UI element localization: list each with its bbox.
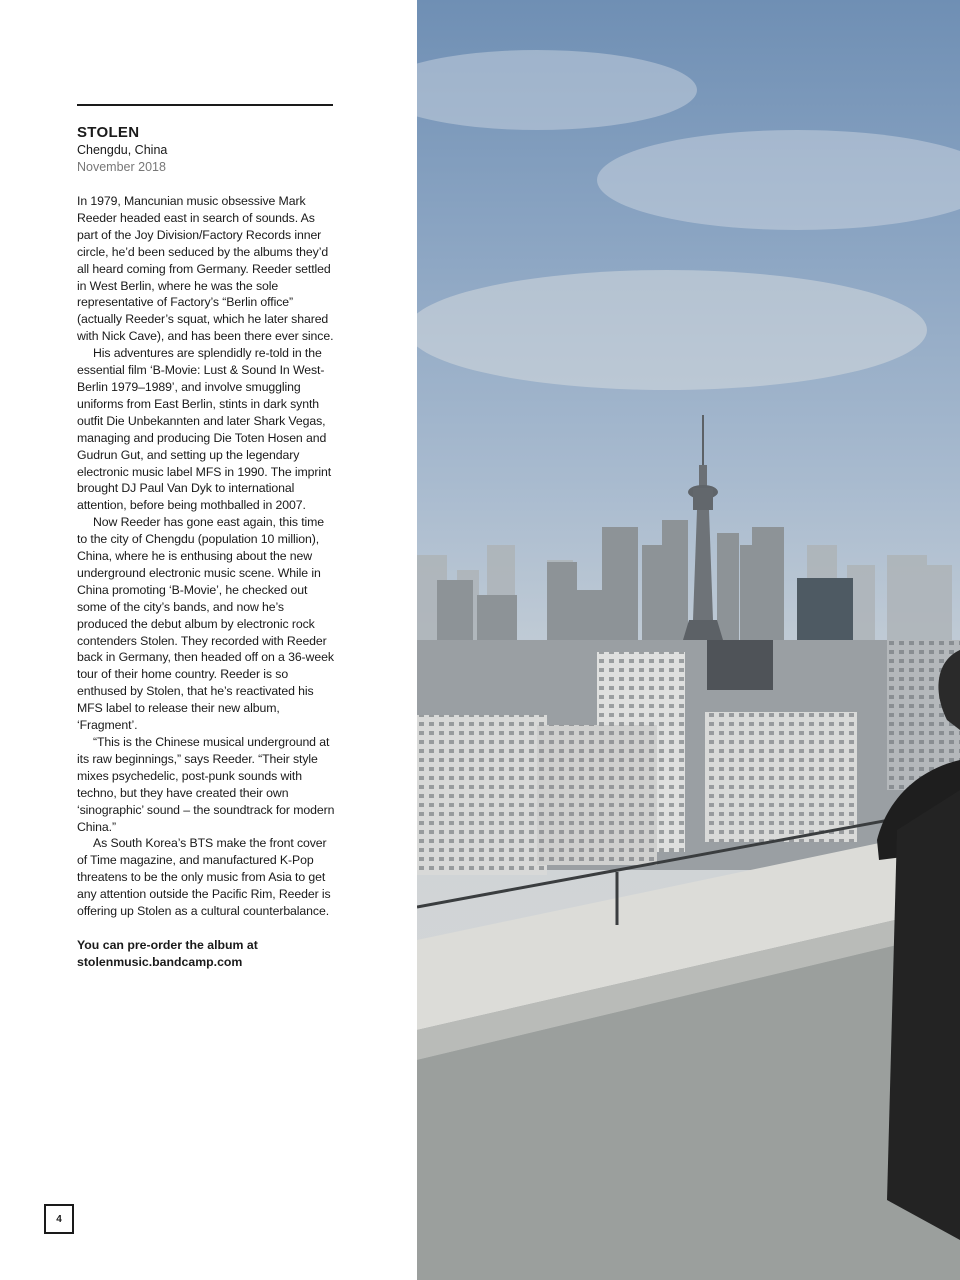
skyline-illustration bbox=[417, 0, 960, 1280]
top-rule bbox=[77, 104, 333, 106]
article-title: STOLEN bbox=[77, 124, 140, 141]
dark-block bbox=[707, 640, 773, 690]
paragraph: “This is the Chinese musical underground at its raw beginnings,” says Reeder. “Their style mixes psychedelic, post-punk sounds with techno, but they have created their own ‘sinographic’ sound – the soundtrack for modern China.” bbox=[77, 735, 335, 834]
paragraph: His adventures are splendidly re-told in the essential film ‘B-Movie: Lust & Sound In West-Berlin 1979–1989’, and involve smuggling uniforms from East Berlin, stints in dark synth outfit Die Unbekannten and later Shark Vegas, managing and producing Die Toten Hosen and Gudrun Gut, and setting up the legendary electronic music label MFS in 1990. The imprint brought DJ Paul Van Dyk to international attention, before being mothballed in 2007. bbox=[77, 346, 332, 513]
rooftop-parapet bbox=[417, 807, 960, 1280]
skyline-photo bbox=[417, 0, 960, 1280]
article-column bbox=[77, 104, 335, 971]
paragraph: As South Korea’s BTS make the front cover of Time magazine, and manufactured K-Pop threatens to be the only music from Asia to get any attention outside the Pacific Rim, Reeder is offering up Stolen as a cultural counterbalance. bbox=[77, 836, 331, 919]
paragraph: Now Reeder has gone east again, this time to the city of Chengdu (population 10 million), China, where he is enthusing about the new underground electronic music scene. While in China promoting ‘B-Movie’, he checked out some of the city’s bands, and now he’s produced the debut album by electronic rock contenders Stolen. They recorded with Reeder back in Germany, then headed off on a 36-week tour of their home country. Reeder is so enthused by Stolen, that he’s reactivated his MFS label to release their new album, ‘Fragment’. bbox=[77, 515, 334, 733]
article-location: Chengdu, China bbox=[77, 143, 168, 157]
paragraph: In 1979, Mancunian music obsessive Mark Reeder headed east in search of sounds. As part of the Joy Division/Factory Records inner circle, he’d been seduced by the albums they’d all heard coming from Germany. Reeder settled in West Berlin, where he was the sole representative of Factory’s “Berlin office” (actually Reeder’s squat, which he later shared with Nick Cave), and has been there ever since. bbox=[77, 194, 334, 344]
article-date: November 2018 bbox=[77, 160, 166, 174]
preorder-note: You can pre-order the album at stolenmusic.bandcamp.com bbox=[77, 937, 258, 969]
article-body bbox=[77, 193, 335, 920]
dark-tower bbox=[797, 578, 853, 648]
page-number: 4 bbox=[44, 1204, 74, 1234]
